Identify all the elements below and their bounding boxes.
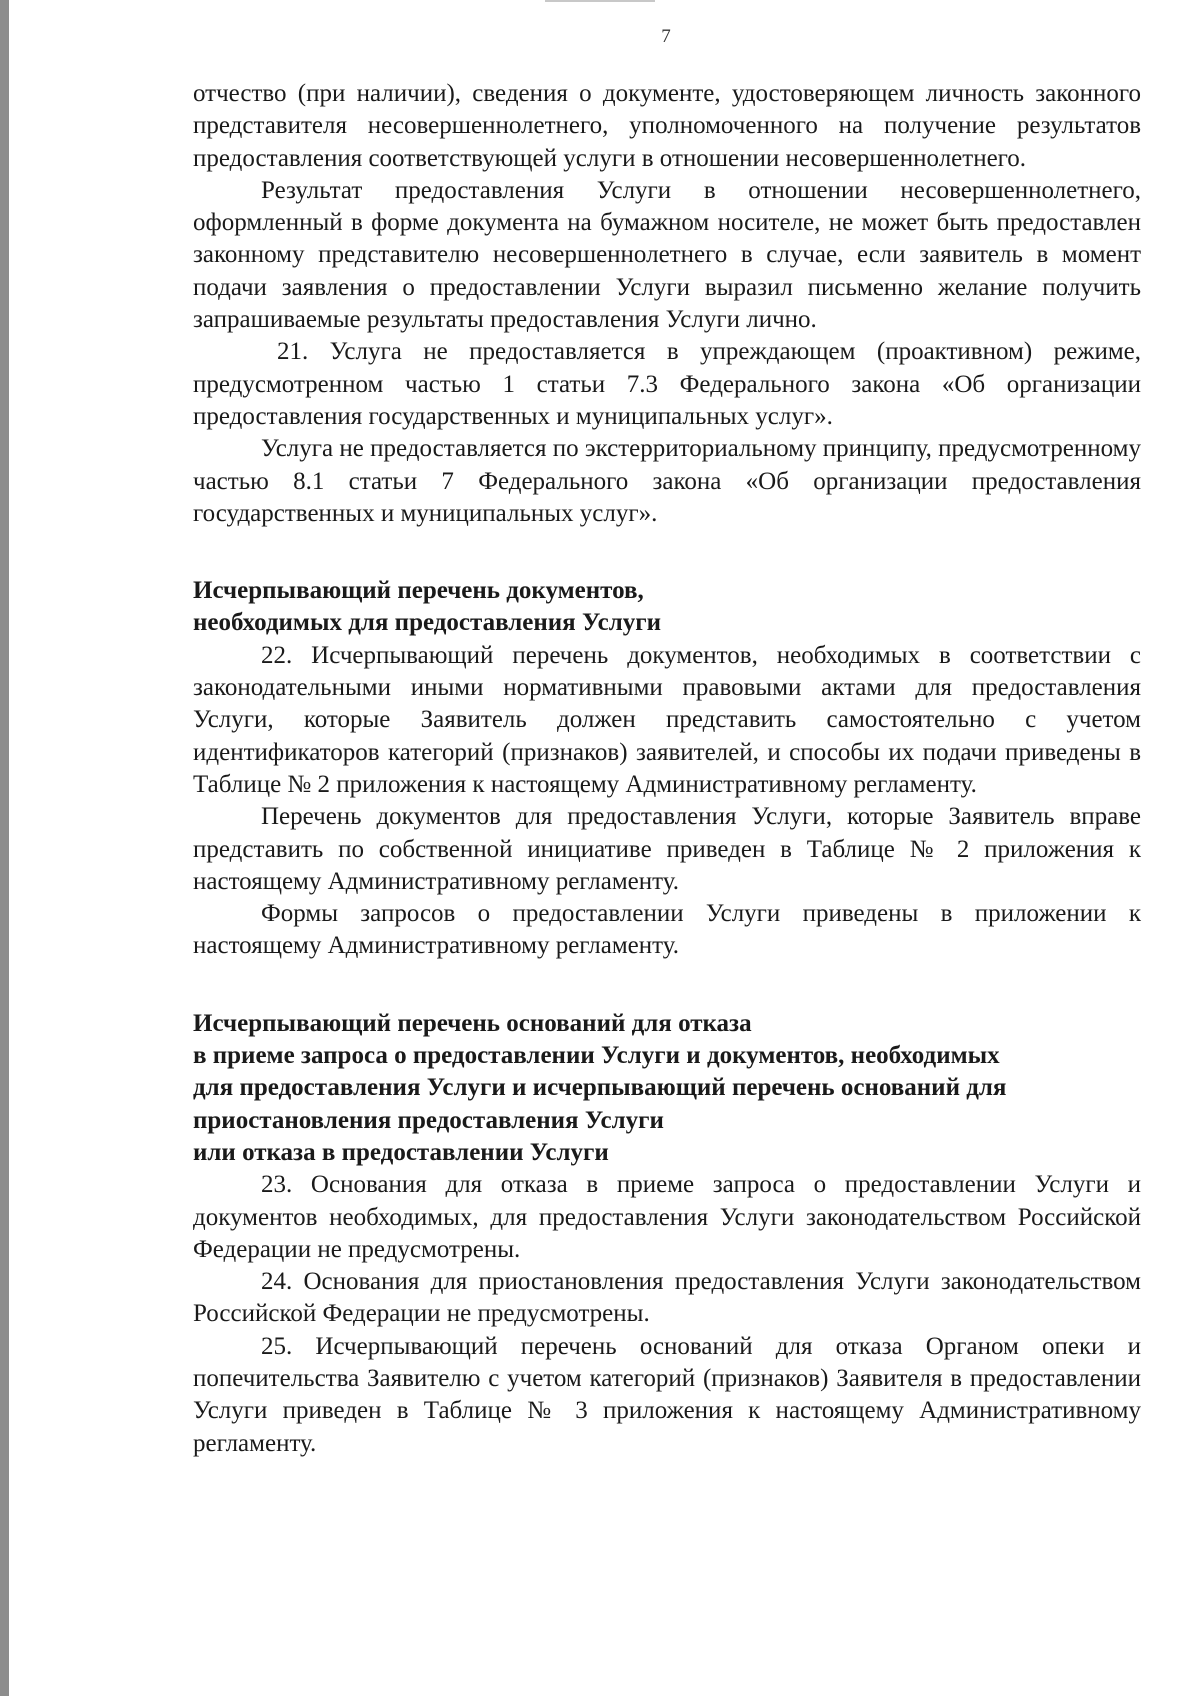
heading-line: приостановления предоставления Услуги: [193, 1106, 664, 1134]
heading-line: или отказа в предоставлении Услуги: [193, 1138, 609, 1166]
spacer: [193, 530, 1141, 575]
section-heading-refusal: [193, 1008, 1141, 1169]
heading-line: Исчерпывающий перечень оснований для отказа: [193, 1009, 752, 1037]
paragraph-21: 21. Услуга не предоставляется в упреждающем (проактивном) режиме, предусмотренном частью 1 статьи 7.3 Федерального закона «Об организации предоставления государственных и муниципальных услуг».: [193, 338, 1141, 430]
paragraph-25: 25. Исчерпывающий перечень оснований для отказа Органом опеки и попечительства Заявителю с учетом категорий (признаков) Заявителя в предоставлении Услуги приведен в Таблице № 3 приложения к настоящему Административному регламенту.: [193, 1332, 1141, 1457]
spacer: [193, 963, 1141, 1008]
paragraph-24: 24. Основания для приостановления предоставления Услуги законодательством Российской Федерации не предусмотрены.: [193, 1268, 1141, 1328]
heading-line: в приеме запроса о предоставлении Услуги и документов, необходимых: [193, 1042, 1000, 1070]
paragraph-optional-documents: Перечень документов для предоставления Услуги, которые Заявитель вправе представить по собственной инициативе приведен в Таблице № 2 приложения к настоящему Административному регламенту.: [193, 803, 1141, 895]
paragraph-continuation: отчество (при наличии), сведения о документе, удостоверяющем личность законного представителя несовершеннолетнего, уполномоченного на получение результатов предоставления соответствующей услуги в отношении несовершеннолетнего.: [193, 80, 1141, 172]
scan-top-mark: [545, 0, 655, 2]
heading-line: для предоставления Услуги и исчерпывающий перечень оснований для: [193, 1074, 1007, 1102]
paragraph-request-forms: Формы запросов о предоставлении Услуги приведены в приложении к настоящему Административному регламенту.: [193, 900, 1141, 960]
section-heading-documents: [193, 575, 1141, 640]
paragraph-23: 23. Основания для отказа в приеме запроса о предоставлении Услуги и документов необходимых, для предоставления Услуги законодательством Российской Федерации не предусмотрены.: [193, 1171, 1141, 1263]
paragraph-22: 22. Исчерпывающий перечень документов, необходимых в соответствии с законодательными иными нормативными правовыми актами для предоставления Услуги, которые Заявитель должен представить самостоятельно с учетом идентификаторов категорий (признаков) заявителей, и способы их подачи приведены в Таблице № 2 приложения к настоящему Административному регламенту.: [193, 641, 1141, 798]
heading-line: необходимых для предоставления Услуги: [193, 609, 661, 637]
page-number: 7: [661, 26, 671, 47]
paragraph-result-minor: Результат предоставления Услуги в отношении несовершеннолетнего, оформленный в форме документа на бумажном носителе, не может быть предоставлен законному представителю несовершеннолетнего в случае, если заявитель в момент подачи заявления о предоставлении Услуги выразил письменно желание получить запрашиваемые результаты предоставления Услуги лично.: [193, 176, 1141, 334]
heading-line: Исчерпывающий перечень документов,: [193, 577, 644, 605]
paragraph-extraterritorial: Услуга не предоставляется по экстерриториальному принципу, предусмотренному частью 8.1 статьи 7 Федерального закона «Об организации предоставления государственных и муниципальных услуг».: [193, 435, 1141, 527]
page-left-edge: [0, 0, 9, 1696]
document-body: [193, 78, 1141, 1460]
